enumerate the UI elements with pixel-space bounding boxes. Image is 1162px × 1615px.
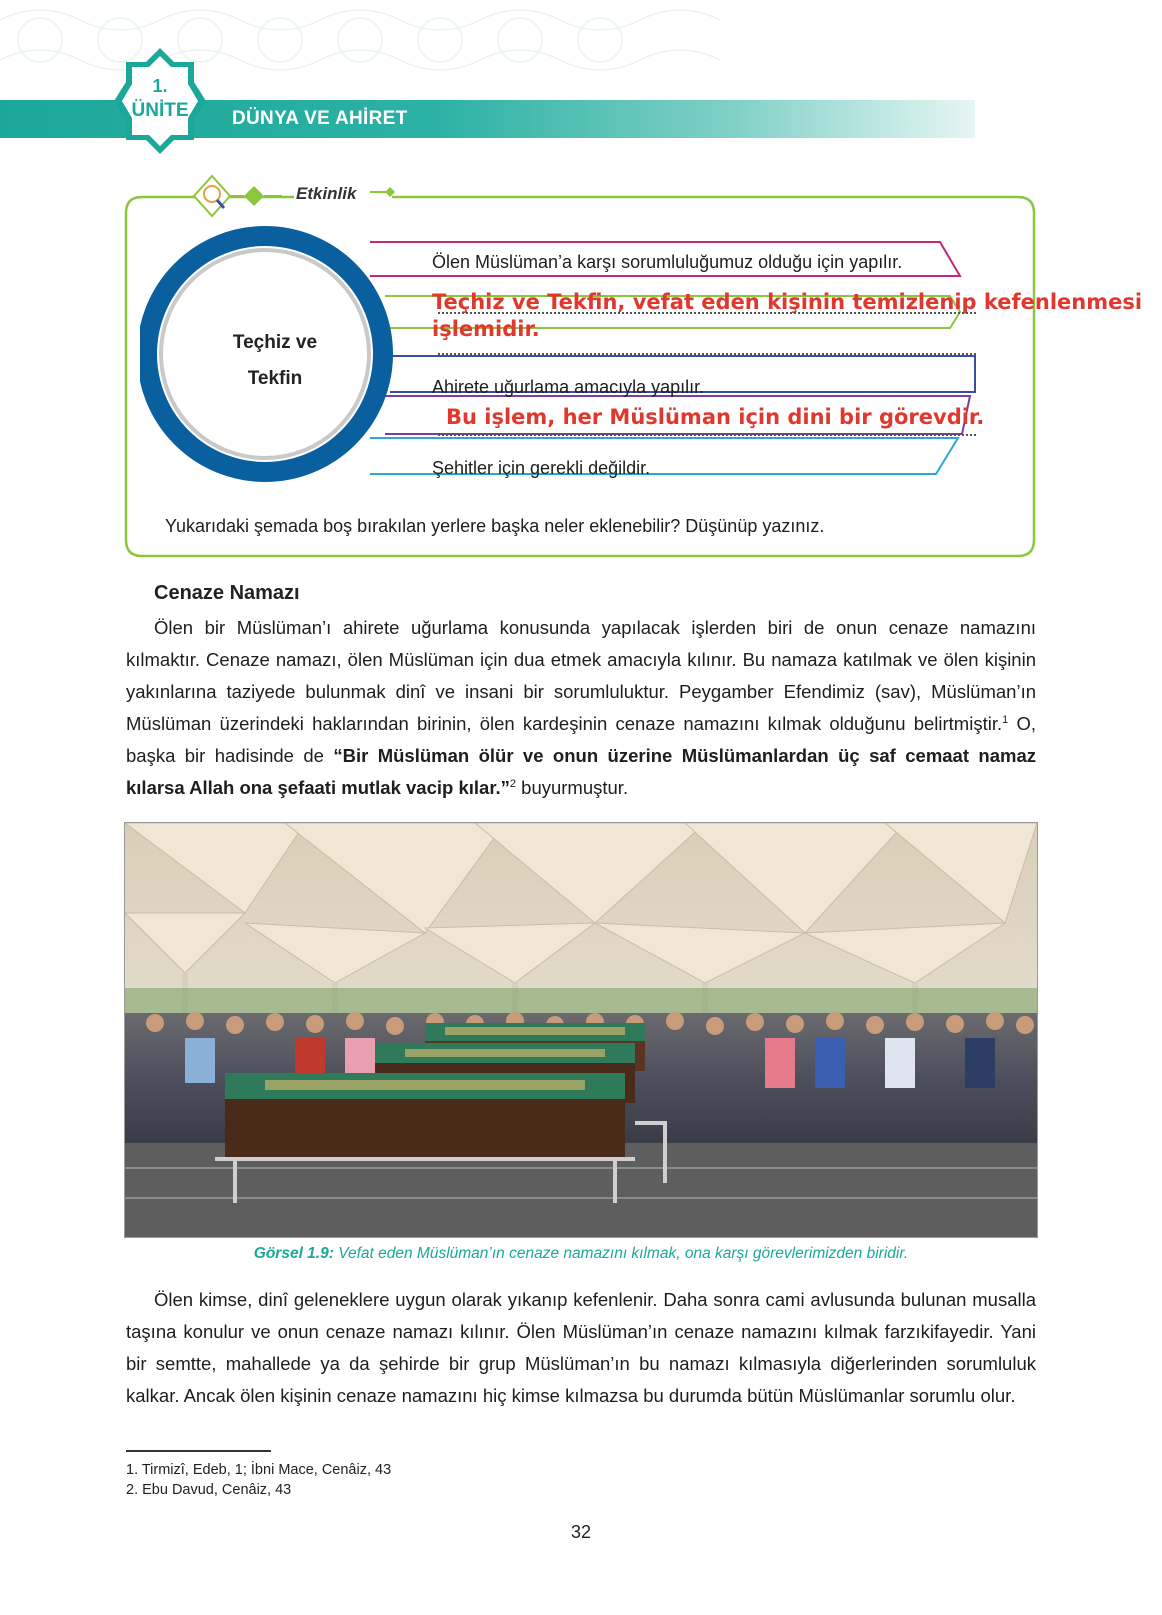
activity-label-diamond-icon (370, 186, 400, 198)
activity-label: Etkinlik (296, 184, 357, 203)
paragraph-1-text (126, 612, 1036, 804)
figure-caption-label: Görsel 1.9: (253, 1245, 334, 1262)
activity-icon (192, 172, 284, 220)
funeral-prayer-photo (124, 822, 1038, 1238)
paragraph-2-text: Ölen kimse, dinî geleneklere uygun olarak yıkanıp kefenlenir. Daha sonra cami avlusunda bulunan musalla taşına konulur ve onun cenaze namazı kılınır. Ölen Müslüman’ın cenaze namazını kılmak farzıkifayedir. Yani bir semtte, mahallede ya da şehirde bir grup Müslüman’ın bu namazı kılmasıyla diğerlerinden sorumluluk kalkar. Ancak ölen kişinin cenaze namazını hiç kimse kılmazsa bu durumda bütün Müslümanlar sorumlu olur. (126, 1289, 1036, 1406)
activity-row-5: Şehitler için gerekli değildir. (432, 458, 651, 478)
circle-title (195, 325, 355, 397)
funeral-prayer-photo-image (125, 823, 1037, 1237)
hadith-quote: “Bir Müslüman ölür ve onun üzerine Müslümanlardan üç saf cemaat namaz kılarsa Allah ona şefaati mutlak vacip kılar.” (126, 745, 1036, 798)
unit-number: 1. (152, 76, 168, 96)
handwritten-answer-1-line1: Teçhiz ve Tekfin, vefat eden kişinin temizlenip kefenlenmesi (432, 290, 1143, 314)
activity-row-1: Ölen Müslüman’a karşı sorumluluğumuz olduğu için yapılır. (432, 252, 903, 272)
section-heading: Cenaze Namazı (154, 582, 300, 604)
paragraph-1 (126, 612, 1036, 804)
figure-caption (126, 1245, 1036, 1263)
paragraph-1-part-c: buyurmuştur. (516, 777, 629, 798)
paragraph-1-part-a: Ölen bir Müslüman’ı ahirete uğurlama konusunda yapılacak işlerden biri de onun cenaze namazını kılmaktır. Cenaze namazı, ölen Müslüman için dua etmek amacıyla kılınır. Bu namaza katılmak ve ölen kişinin yakınlarına taziyede bulunmak dinî ve insani bir sorumluluktur. Peygamber Efendimiz (sav), Müslüman’ın Müslüman üzerindeki haklarından birinin, ölen kardeşinin cenaze namazını kılmak olduğunu belirtmiştir. (126, 617, 1036, 734)
circle-title-line1: Teçhiz ve (232, 332, 318, 353)
activity-question: Yukarıdaki şemada boş bırakılan yerlere başka neler eklenebilir? Düşünüp yazınız. (165, 516, 825, 536)
figure-caption-text: Vefat eden Müslüman’ın cenaze namazını kılmak, ona karşı görevlerimizden biridir. (333, 1245, 909, 1262)
paragraph-1-part-b: O, başka bir hadisinde de (126, 713, 1037, 766)
paragraph-2 (126, 1284, 1036, 1412)
unit-label: ÜNİTE (131, 100, 189, 121)
handwritten-answer-1-line2: işlemidir. (432, 317, 540, 341)
footnote-ref-1: 1 (1002, 713, 1009, 726)
footnote-rule (126, 1450, 271, 1452)
activity-row-3: Ahirete uğurlama amacıyla yapılır. (432, 377, 705, 397)
unit-title: DÜNYA VE AHİRET (232, 108, 408, 129)
blank-dotted-line-2 (438, 353, 976, 355)
footnote-2: 2. Ebu Davud, Cenâiz, 43 (126, 1482, 292, 1498)
footnote-1: 1. Tirmizî, Edeb, 1; İbni Mace, Cenâiz, 43 (126, 1462, 392, 1478)
footnote-ref-2: 2 (509, 777, 517, 790)
handwritten-answer-2: Bu işlem, her Müslüman için dini bir görevdir. (446, 405, 985, 429)
circle-title-line2: Tekfin (247, 368, 303, 389)
blank-dotted-line-3 (438, 434, 976, 436)
page-number: 32 (570, 1522, 592, 1542)
blank-dotted-line-1 (438, 312, 976, 314)
